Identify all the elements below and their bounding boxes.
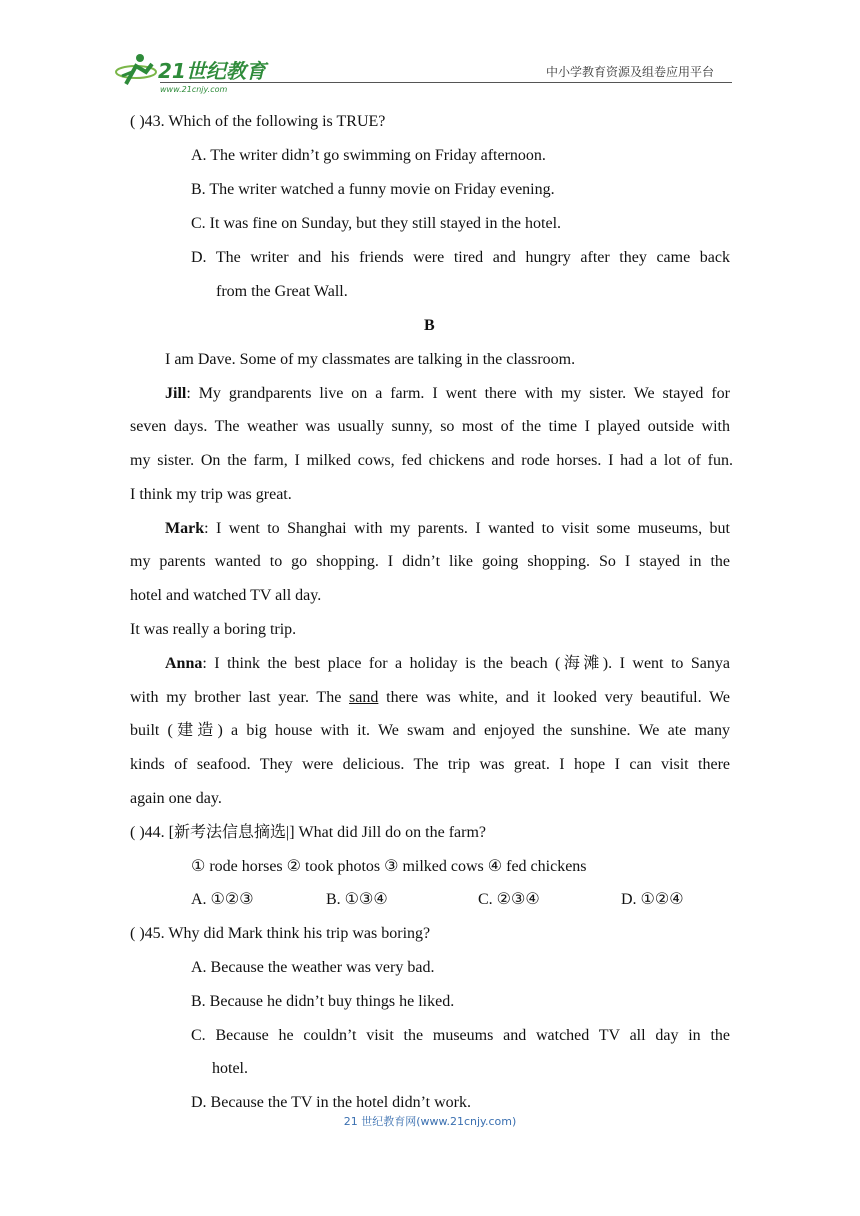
q43-option-b: B. The writer watched a funny movie on Friday evening.: [191, 181, 555, 198]
mark-line-4: It was really a boring trip.: [130, 621, 297, 638]
passage-intro: I am Dave. Some of my classmates are talking in the classroom.: [165, 351, 576, 368]
anna-line-1: Anna: I think the best place for a holiday is the beach (海滩). I went to Sanya: [165, 655, 730, 672]
speaker-mark: Mark: [165, 520, 205, 537]
footer-source: 21 世纪教育网(www.21cnjy.com): [343, 1115, 517, 1128]
q43-option-c: C. It was fine on Sunday, but they still stayed in the hotel.: [191, 215, 562, 232]
q43-option-d: D. The writer and his friends were tired and hungry after they came back: [191, 249, 730, 266]
page-header: [112, 50, 732, 96]
mark-line-3: hotel and watched TV all day.: [130, 587, 322, 604]
section-heading: B: [424, 317, 435, 334]
anna-line-5: again one day.: [130, 790, 222, 807]
q45-option-d: D. Because the TV in the hotel didn’t work.: [191, 1094, 471, 1111]
header-rule: [160, 82, 732, 83]
q44-option-a: A. ①②③: [191, 891, 254, 908]
mark-line-1: Mark: I went to Shanghai with my parents. I wanted to visit some museums, but: [165, 520, 730, 537]
anna-line-2: with my brother last year. The sand there was white, and it looked very beautiful. We: [130, 689, 730, 706]
jill-line-2: seven days. The weather was usually sunny, so most of the time I played outside with: [130, 418, 730, 435]
q44-option-c: C. ②③④: [478, 891, 540, 908]
logo-icon: [112, 50, 282, 96]
q44-option-d: D. ①②④: [621, 891, 684, 908]
jill-line-4: I think my trip was great.: [130, 486, 292, 503]
jill-line-3: my sister. On the farm, I milked cows, fed chickens and rode horses. I had a lot of fun.: [130, 452, 733, 469]
platform-label: 中小学教育资源及组卷应用平台: [545, 65, 714, 79]
q44-items: ① rode horses ② took photos ③ milked cows ④ fed chickens: [191, 858, 587, 875]
q45-option-c-cont: hotel.: [212, 1060, 248, 1077]
q45-option-b: B. Because he didn’t buy things he liked.: [191, 993, 455, 1010]
q45-stem: ( )45. Why did Mark think his trip was boring?: [130, 925, 431, 942]
q43-option-a: A. The writer didn’t go swimming on Friday afternoon.: [191, 147, 546, 164]
anna-line-4: kinds of seafood. They were delicious. The trip was great. I hope I can visit there: [130, 756, 730, 773]
q43-option-d-cont: from the Great Wall.: [216, 283, 348, 300]
anna-line-3: built (建造) a big house with it. We swam and enjoyed the sunshine. We ate many: [130, 722, 730, 739]
logo-text: 21世纪教育: [158, 59, 266, 83]
jill-line-1: Jill: My grandparents live on a farm. I went there with my sister. We stayed for: [165, 385, 730, 402]
q44-option-b: B. ①③④: [326, 891, 388, 908]
q45-option-a: A. Because the weather was very bad.: [191, 959, 435, 976]
q45-option-c: C. Because he couldn’t visit the museums and watched TV all day in the: [191, 1027, 730, 1044]
underlined-word: sand: [349, 689, 379, 706]
mark-line-2: my parents wanted to go shopping. I didn’t like going shopping. So I stayed in the: [130, 553, 730, 570]
logo-url: www.21cnjy.com: [160, 85, 228, 94]
speaker-anna: Anna: [165, 655, 203, 672]
speaker-jill: Jill: [165, 385, 187, 402]
q43-stem: ( )43. Which of the following is TRUE?: [130, 113, 386, 130]
q44-stem: ( )44. [新考法信息摘选|] What did Jill do on the farm?: [130, 824, 487, 841]
